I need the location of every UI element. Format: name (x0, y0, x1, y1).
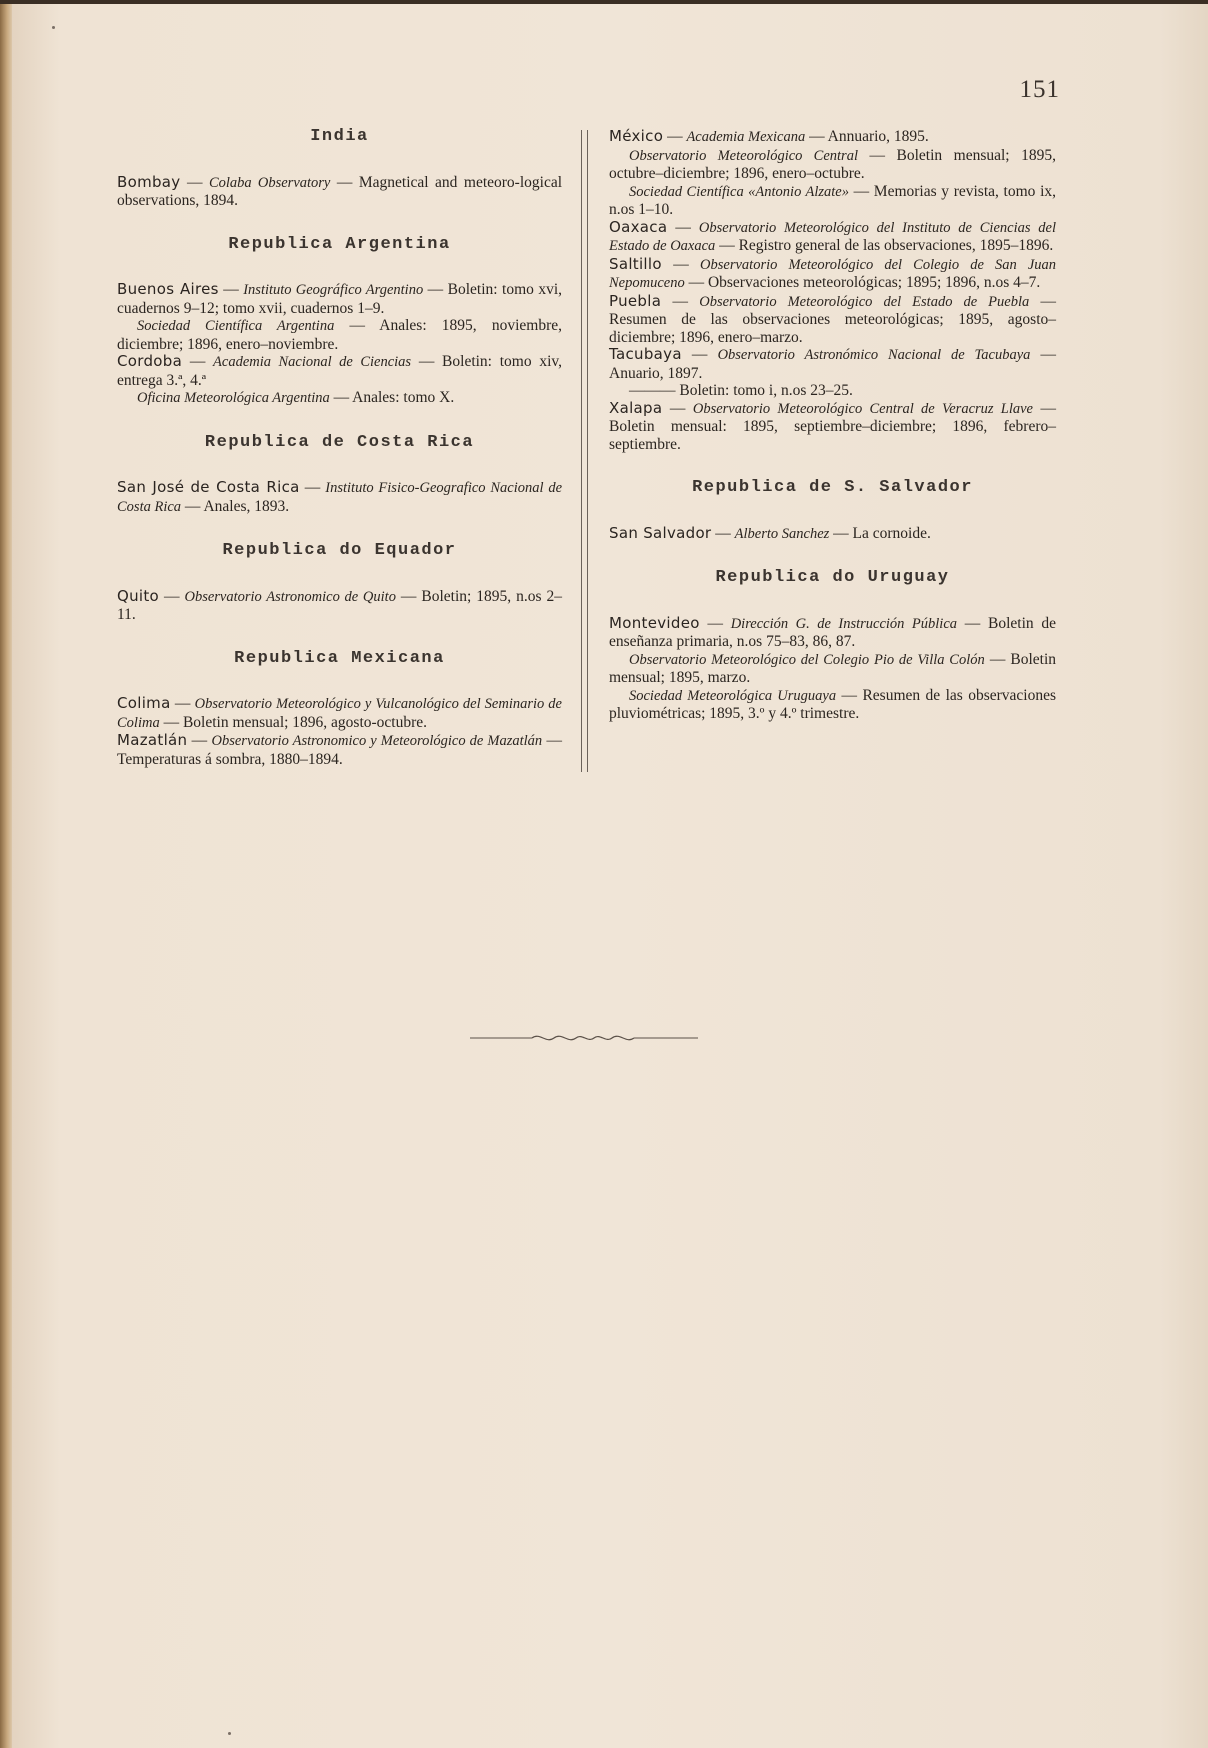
entry: Cordoba — Academia Nacional de Ciencias — Boletin: tomo xiv, entrega 3.ª, 4.ª (117, 352, 562, 389)
section-gap (609, 543, 1056, 569)
entry: México — Academia Mexicana — Annuario, 1895. (609, 127, 929, 145)
heading-gap (609, 497, 1056, 525)
entry: Mazatlán — Observatorio Astronomico y Meteorológico de Mazatlán — Temperaturas á sombra, 1880–1894. (117, 731, 563, 768)
entry: Oaxaca — Observatorio Meteorológico del Instituto de Ciencias del Estado de Oaxaca — Registro general de las observaciones, 1895–1896. (609, 217, 1057, 254)
page-spine-edge (0, 0, 12, 1748)
entry-text: Boletin: tomo xiv, entrega 3.ª, 4.ª (117, 353, 562, 389)
entry-text: Magnetical and meteoro-logical observations, 1894. (117, 173, 563, 209)
right-column (609, 128, 1056, 723)
paper-speck (228, 1732, 231, 1735)
entry-place: México (609, 127, 664, 145)
section-heading: Republica Mexicana (234, 648, 445, 668)
section-gap (117, 516, 562, 542)
sub-entry-text: ——— Boletin: tomo i, n.os 23–25. (629, 382, 853, 399)
entry-place: Quito (117, 586, 160, 605)
entry: Colima — Observatorio Meteorológico y Vulcanológico del Seminario de Colima — Boletin mensual; 1896, agosto-octubre. (117, 694, 562, 731)
heading-gap (609, 587, 1056, 615)
sub-entry-institution: Sociedad Científica Argentina (137, 318, 335, 334)
entry-text: Boletin mensual; 1896, agosto-octubre. (182, 713, 428, 731)
sub-entry-institution: Observatorio Meteorológico del Colegio Pio de Villa Colón (629, 651, 985, 668)
entry-text: Boletin; 1895, n.os 2–11. (117, 587, 562, 623)
entry-place: Bombay (117, 172, 181, 191)
entry-place: Puebla (609, 291, 662, 310)
entry-place: Mazatlán (117, 731, 188, 749)
sub-entry-text: Anales: tomo X. (352, 389, 455, 406)
sub-entry: Observatorio Meteorológico Central — Boletin mensual; 1895, octubre–diciembre; 1896, enero–octubre. (609, 146, 1056, 182)
entry-text: Boletin: tomo xvi, cuadernos 9–12; tomo xvii, cuadernos 1–9. (117, 281, 563, 317)
entry: Quito — Observatorio Astronomico de Quito — Boletin; 1895, n.os 2–11. (117, 586, 562, 623)
entry-institution: Colaba Observatory (208, 174, 331, 191)
section-heading: Republica de S. Salvador (692, 478, 973, 497)
section-gap (609, 453, 1056, 479)
entry-text: Anuario, 1897. (609, 364, 703, 382)
entry-place: Buenos Aires (117, 280, 219, 298)
entry: San José de Costa Rica — Instituto Fisico-Geografico Nacional de Costa Rica — Anales, 1893. (117, 478, 563, 515)
heading-gap (117, 146, 562, 174)
entry-institution: Observatorio Astronomico de Quito (184, 588, 396, 605)
heading-gap (117, 253, 562, 281)
entry-institution: Observatorio Astronómico Nacional de Tacubaya (717, 347, 1031, 363)
page-number: 151 (1019, 76, 1060, 103)
left-column (117, 128, 562, 768)
entry-place: San Salvador (609, 523, 712, 542)
paper-speck (52, 26, 55, 29)
heading-gap (117, 451, 562, 479)
entry-institution: Observatorio Meteorológico del Instituto de Ciencias del Estado de Oaxaca (609, 219, 1057, 254)
section-gap (117, 408, 562, 434)
entry: Xalapa — Observatorio Meteorológico Central de Veracruz Llave — Boletin mensual: 1895, septiembre–diciembre; 1896, febrero–septiembre. (609, 398, 1056, 453)
sub-entry-text: Boletin mensual; 1895, octubre–diciembre; 1896, enero–octubre. (609, 146, 1056, 182)
entry-institution: Observatorio Astronomico y Meteorológico de Mazatlán (211, 733, 543, 749)
entry-place: Cordoba (117, 352, 183, 370)
entry-place: Xalapa (609, 398, 663, 417)
entry-institution: Observatorio Meteorológico Central de Veracruz Llave (692, 400, 1033, 417)
entry-institution: Dirección G. de Instrucción Pública (730, 615, 958, 632)
sub-entry-institution: Observatorio Meteorológico Central (629, 147, 858, 164)
entry-text: Registro general de las observaciones, 1895–1896. (738, 237, 1054, 254)
entry: Buenos Aires — Instituto Geográfico Argentino — Boletin: tomo xvi, cuadernos 9–12; tomo xvii, cuadernos 1–9. (117, 280, 563, 317)
sub-entry: Observatorio Meteorológico del Colegio Pio de Villa Colón — Boletin mensual; 1895, marzo. (609, 650, 1057, 686)
sub-entry: Sociedad Científica «Antonio Alzate» — Memorias y revista, tomo ix, n.os 1–10. (609, 182, 1057, 218)
entry-text: Resumen de las observaciones meteorológicas; 1895, agosto–diciembre; 1896, enero–marzo. (609, 311, 1056, 346)
sub-entry-institution: Sociedad Científica «Antonio Alzate» (629, 183, 849, 200)
entry-text: Anales, 1893. (203, 497, 290, 515)
entry-institution: Academia Mexicana (686, 129, 806, 145)
entry-institution: Observatorio Meteorológico y Vulcanológico del Seminario de Colima (117, 696, 562, 731)
entry: San Salvador — Alberto Sanchez — La cornoide. (609, 523, 931, 542)
sub-entry-institution: Oficina Meteorológica Argentina (137, 390, 330, 406)
section-heading: Republica do Uruguay (715, 568, 950, 587)
entry-text: Boletin mensual: 1895, septiembre–diciembre; 1896, febrero–septiembre. (609, 418, 1056, 453)
sub-entry: Sociedad Científica Argentina — Anales: 1895, noviembre, diciembre; 1896, enero–noviembre. (117, 317, 562, 353)
entry-place: Tacubaya (609, 345, 682, 363)
sub-entry-text: Memorias y revista, tomo ix, n.os 1–10. (609, 182, 1057, 218)
sub-entry (609, 382, 1056, 400)
entry: Montevideo — Dirección G. de Instrucción Pública — Boletin de enseñanza primaria, n.os 75–83, 86, 87. (609, 613, 1057, 650)
section-heading: India (310, 127, 369, 146)
sub-entry: Sociedad Meteorológica Uruguaya — Resumen de las observaciones pluviométricas; 1895, 3.º y 4.º trimestre. (609, 686, 1057, 722)
entry-place: San José de Costa Rica (117, 478, 300, 496)
sub-entry-text: Boletin mensual; 1895, marzo. (609, 650, 1057, 686)
column-divider (581, 130, 588, 772)
entry-institution: Instituto Fisico-Geografico Nacional de Costa Rica (117, 480, 563, 515)
heading-gap (117, 667, 562, 695)
entry: Saltillo — Observatorio Meteorológico del Colegio de San Juan Nepomuceno — Observaciones meteorológicas; 1895; 1896, n.os 4–7. (609, 254, 1056, 291)
sub-entry-text: Resumen de las observaciones pluviométricas; 1895, 3.º y 4.º trimestre. (609, 686, 1057, 722)
section-heading: Republica de Costa Rica (204, 432, 475, 452)
entry-text: Observaciones meteorológicas; 1895; 1896, n.os 4–7. (707, 274, 1041, 291)
entry: Tacubaya — Observatorio Astronómico Nacional de Tacubaya — Anuario, 1897. (609, 345, 1057, 382)
entry-institution: Observatorio Meteorológico del Estado de Puebla (699, 293, 1030, 310)
entry-institution: Academia Nacional de Ciencias (213, 354, 412, 370)
entry-text: Temperaturas á sombra, 1880–1894. (117, 750, 343, 768)
section-heading: Republica do Equador (222, 541, 457, 560)
sub-entry-institution: Sociedad Meteorológica Uruguaya (629, 687, 837, 704)
end-ornament-icon (470, 1030, 698, 1046)
entry-place: Oaxaca (609, 217, 668, 236)
section-gap (117, 624, 562, 650)
sub-entry: Oficina Meteorológica Argentina — Anales: tomo X. (137, 389, 455, 406)
entry-text: Annuario, 1895. (827, 128, 929, 145)
entry-institution: Observatorio Meteorológico del Colegio de San Juan Nepomuceno (609, 256, 1056, 291)
sub-entry-text: Anales: 1895, noviembre, diciembre; 1896, enero–noviembre. (117, 317, 562, 353)
entry-place: Colima (117, 694, 171, 712)
entry-place: Montevideo (609, 613, 700, 632)
entry-text: La cornoide. (852, 524, 931, 542)
entry: Puebla — Observatorio Meteorológico del Estado de Puebla — Resumen de las observaciones meteorológicas; 1895, agosto–diciembre; 1896, enero–marzo. (609, 291, 1057, 346)
entry-place: Saltillo (609, 254, 662, 273)
entry-institution: Instituto Geográfico Argentino (243, 282, 424, 298)
entry-institution: Alberto Sanchez (734, 525, 830, 542)
section-gap (117, 210, 562, 236)
entry: Bombay — Colaba Observatory — Magnetical and meteoro-logical observations, 1894. (117, 172, 563, 209)
section-heading: Republica Argentina (228, 234, 451, 254)
heading-gap (117, 560, 562, 588)
entry-text: Boletin de enseñanza primaria, n.os 75–83, 86, 87. (609, 614, 1057, 650)
